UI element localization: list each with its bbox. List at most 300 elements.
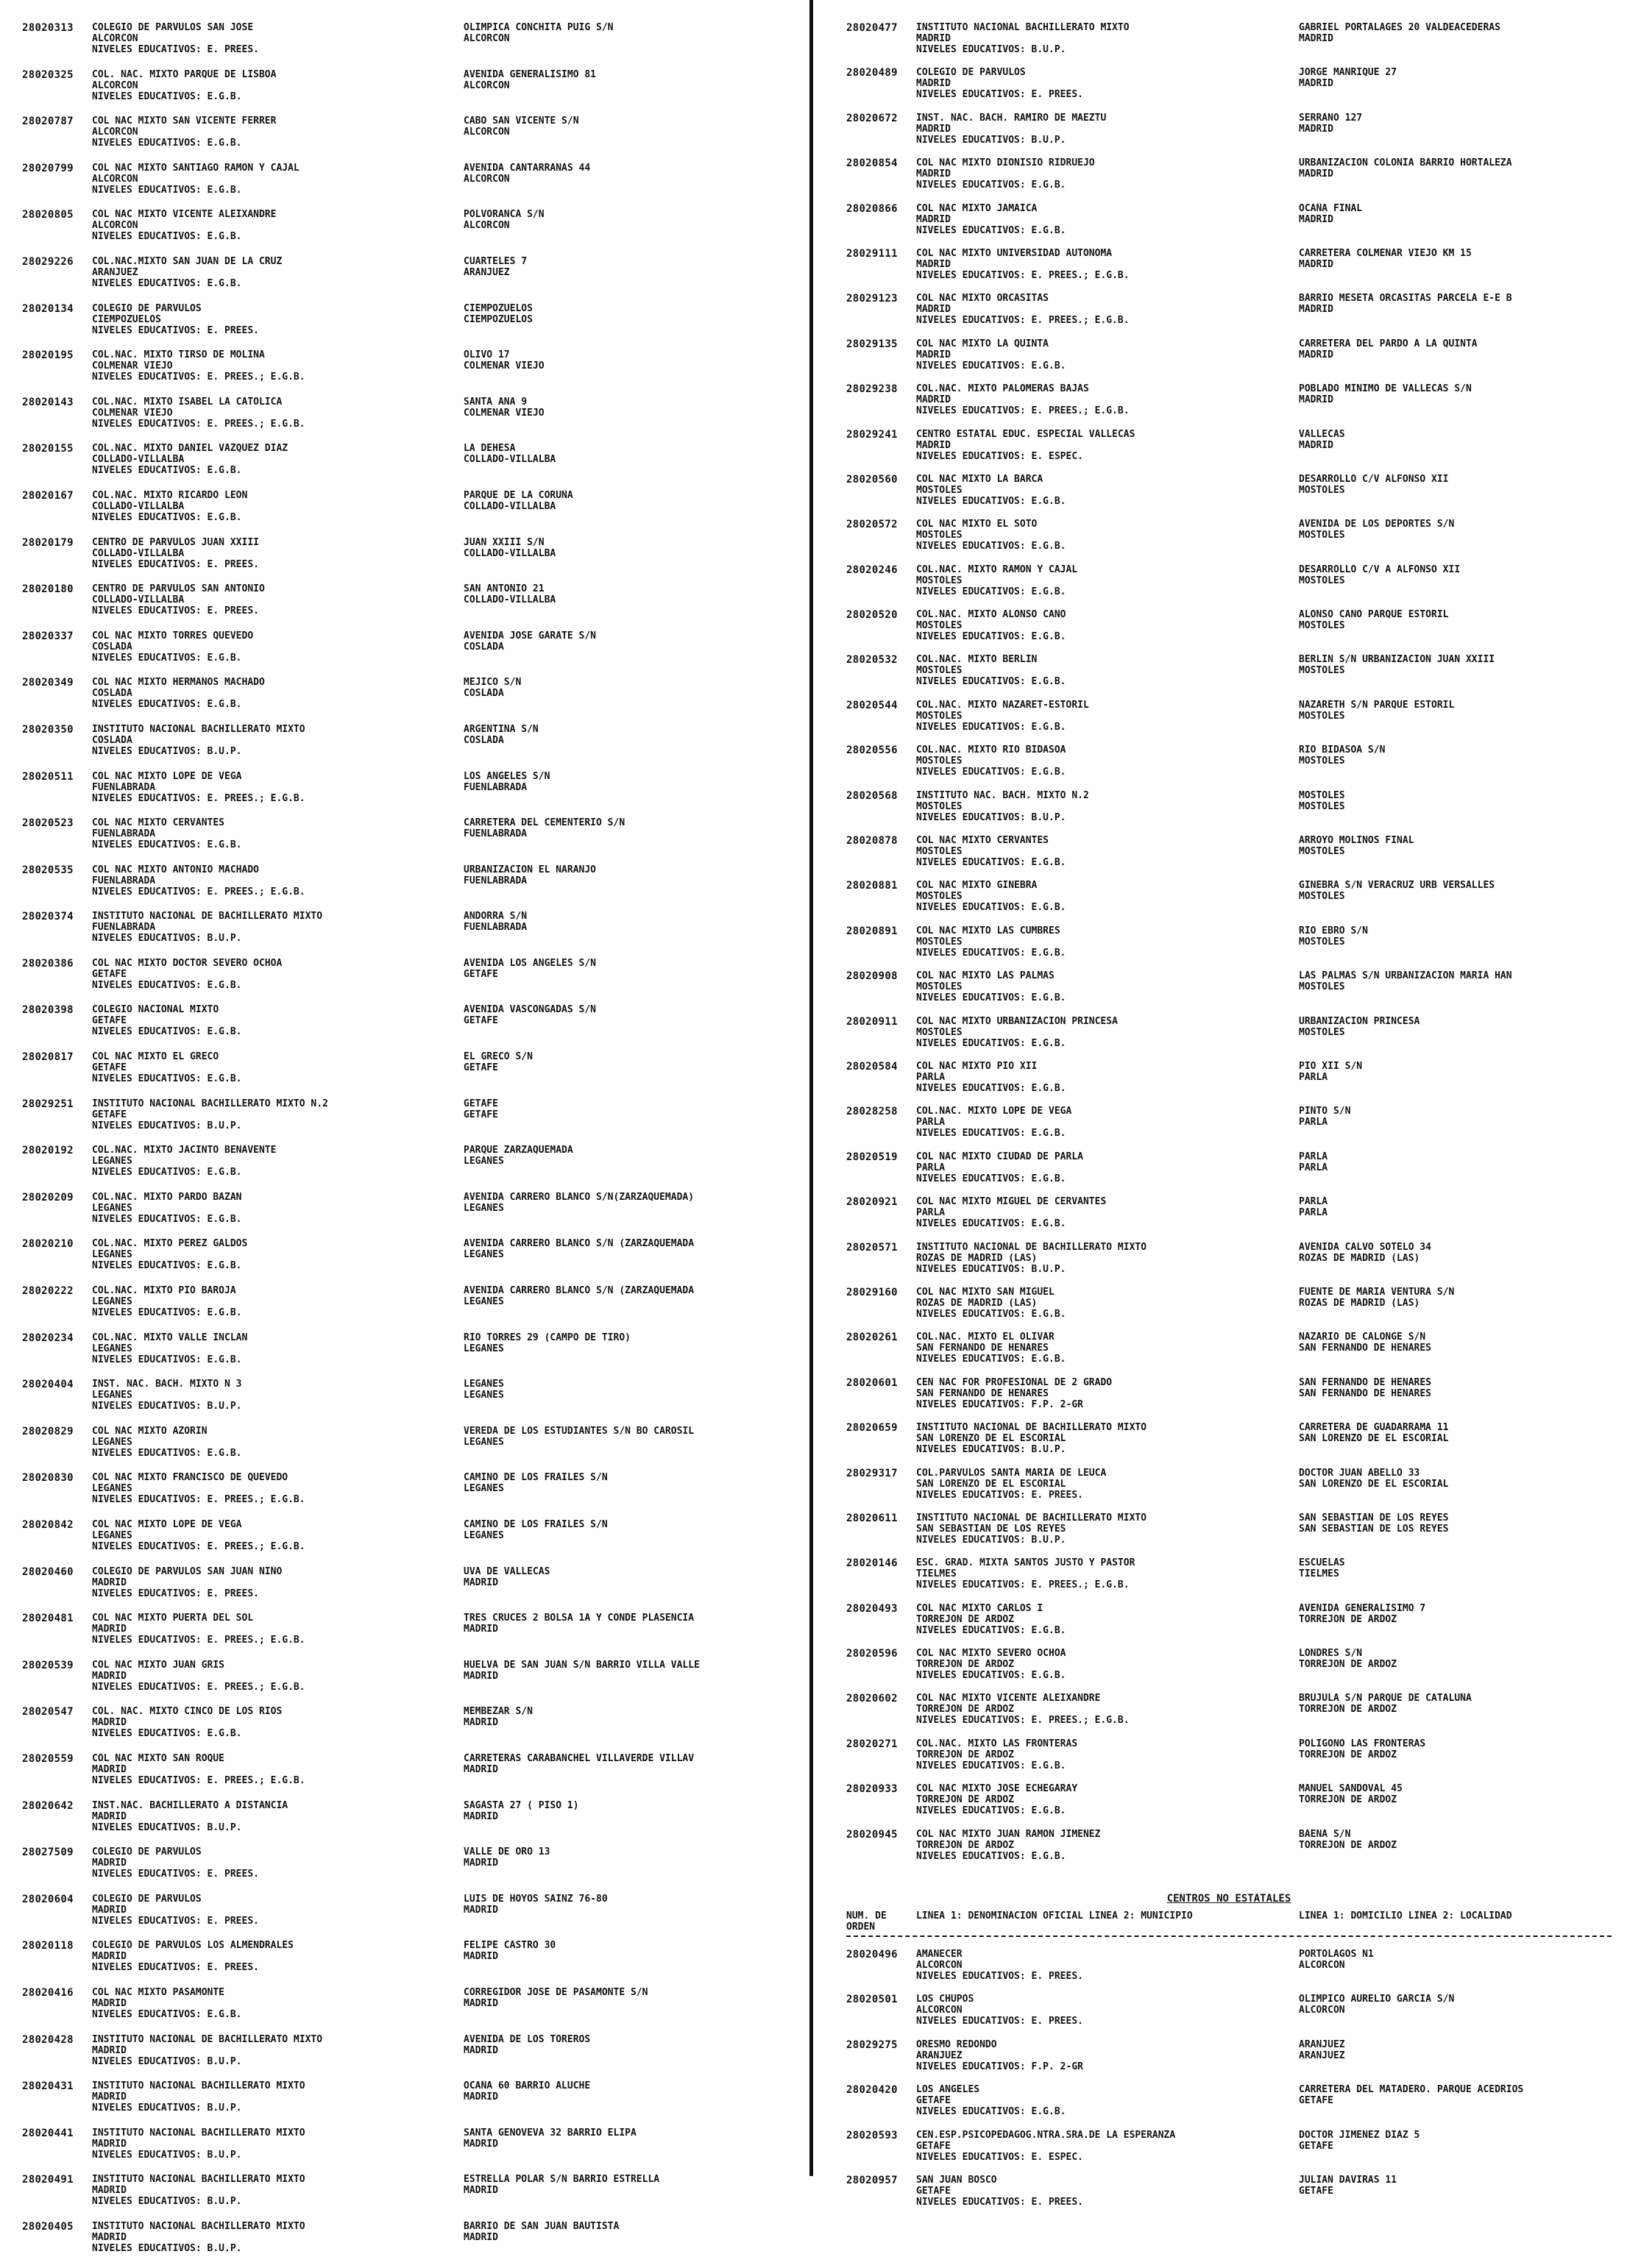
center-code: 28020420 (846, 2084, 898, 2097)
center-name: COL NAC MIXTO SANTIAGO RAMON Y CAJAL (92, 162, 299, 174)
center-name-block (92, 1332, 464, 1379)
center-name-block (92, 911, 464, 958)
list-item (22, 209, 795, 256)
list-item (22, 911, 795, 958)
center-name: COL NAC MIXTO CARLOS I (916, 1602, 1043, 1614)
center-address-block (464, 1987, 795, 2034)
center-name: COL. NAC. MIXTO PARQUE DE LISBOA (92, 68, 277, 80)
center-name-block (92, 1706, 464, 1753)
center-address: GINEBRA S/N VERACRUZ URB VERSALLES (1299, 880, 1495, 892)
center-name: LOS CHUPOS (916, 1994, 974, 2005)
center-address-block (1299, 383, 1612, 428)
center-address-block (1299, 835, 1612, 880)
center-municipality: ROZAS DE MADRID (LAS) (916, 1297, 1038, 1309)
center-name-block (92, 1098, 464, 1145)
center-levels: NIVELES EDUCATIVOS: E.G.B. (92, 465, 242, 477)
list-item (846, 293, 1612, 338)
center-levels: NIVELES EDUCATIVOS: E. PREES.; E.G.B. (92, 1681, 305, 1693)
center-name-block (92, 1613, 464, 1660)
center-levels: NIVELES EDUCATIVOS: E.G.B. (916, 1082, 1066, 1094)
center-levels: NIVELES EDUCATIVOS: E.G.B. (916, 224, 1066, 236)
center-name: COL NAC MIXTO MIGUEL DE CERVANTES (916, 1196, 1107, 1208)
center-town: MOSTOLES (1299, 936, 1345, 948)
center-code: 28020520 (846, 609, 898, 622)
center-name: COL.NAC. MIXTO ALONSO CANO (916, 609, 1066, 621)
center-levels: NIVELES EDUCATIVOS: E. PREES. (92, 44, 259, 55)
center-name: COL NAC MIXTO SAN ROQUE (92, 1752, 225, 1764)
center-name: COLEGIO DE PARVULOS LOS ALMENDRALES (92, 1940, 294, 1952)
center-address-block (464, 1472, 795, 1519)
center-name: INSTITUTO NACIONAL BACHILLERATO MIXTO (92, 2127, 305, 2139)
center-levels: NIVELES EDUCATIVOS: E.G.B. (916, 179, 1066, 191)
center-municipality: MADRID (916, 33, 951, 44)
center-code: 28020842 (22, 1519, 74, 1531)
center-name-block (916, 474, 1299, 519)
center-name-block (92, 209, 464, 256)
center-name: COL.NAC. MIXTO DANIEL VAZQUEZ DIAZ (92, 443, 288, 455)
center-town: MOSTOLES (1299, 800, 1345, 812)
center-address: RIO TORRES 29 (CAMPO DE TIRO) (464, 1332, 631, 1343)
center-address-block (1299, 1196, 1612, 1241)
center-municipality: MOSTOLES (916, 575, 963, 586)
list-item (22, 1894, 795, 1941)
center-code: 28020584 (846, 1060, 898, 1073)
center-municipality: MADRID (916, 213, 951, 225)
center-name-block (92, 537, 464, 584)
center-name: INSTITUTO NACIONAL BACHILLERATO MIXTO N.2 (92, 1098, 328, 1109)
center-name: COLEGIO DE PARVULOS (92, 1893, 202, 1905)
list-item (846, 1512, 1612, 1557)
center-name-block (916, 835, 1299, 880)
center-name: INSTITUTO NACIONAL BACHILLERATO MIXTO (92, 2080, 305, 2092)
center-town: MADRID (464, 1670, 498, 1682)
list-item (846, 1061, 1612, 1106)
center-municipality: FUENLABRADA (92, 781, 156, 793)
center-name-block (916, 1287, 1299, 1332)
center-levels: NIVELES EDUCATIVOS: E.G.B. (92, 1167, 242, 1179)
center-code: 28020866 (846, 202, 898, 215)
center-address-block (464, 443, 795, 490)
center-levels: NIVELES EDUCATIVOS: B.U.P. (916, 811, 1066, 823)
center-levels: NIVELES EDUCATIVOS: E.G.B. (92, 511, 242, 523)
center-code: 28029123 (846, 293, 898, 305)
center-town: GETAFE (1299, 2185, 1333, 2197)
center-name-block (916, 1332, 1299, 1376)
list-item (22, 1519, 795, 1566)
center-address: CARRETERA DEL CEMENTERIO S/N (464, 817, 625, 829)
center-address-block (1299, 609, 1612, 654)
center-address-block (1299, 248, 1612, 293)
header-order (846, 1910, 916, 1933)
center-name-block (92, 1894, 464, 1941)
center-municipality: MOSTOLES (916, 620, 963, 632)
center-town: MADRID (464, 2044, 498, 2056)
center-town: MOSTOLES (1299, 620, 1345, 632)
list-item (846, 1468, 1612, 1512)
center-town: FUENLABRADA (464, 922, 528, 934)
center-levels: NIVELES EDUCATIVOS: E. PREES.; E.G.B. (92, 418, 305, 430)
center-name: COLEGIO NACIONAL MIXTO (92, 1004, 219, 1016)
center-address: OLIMPICO AURELIO GARCIA S/N (1299, 1994, 1455, 2005)
center-name-block (916, 1196, 1299, 1241)
center-municipality: ARANJUEZ (92, 266, 138, 278)
center-code: 28020350 (22, 723, 74, 736)
list-item (846, 157, 1612, 202)
center-name: COL NAC MIXTO LOPE DE VEGA (92, 770, 242, 782)
center-name-block (916, 157, 1299, 202)
center-levels: NIVELES EDUCATIVOS: E.G.B. (916, 947, 1066, 959)
center-address: ESCUELAS (1299, 1557, 1345, 1569)
center-name: INSTITUTO NACIONAL DE BACHILLERATO MIXTO (916, 1241, 1147, 1253)
center-address-block (464, 69, 795, 116)
list-item (846, 835, 1612, 880)
center-town: MADRID (1299, 78, 1333, 90)
center-name-block (916, 67, 1299, 112)
center-address-block (464, 1426, 795, 1473)
center-town: ROZAS DE MADRID (LAS) (1299, 1252, 1420, 1264)
center-municipality: MADRID (92, 1763, 127, 1775)
center-name: COL.NAC. MIXTO PARDO BAZAN (92, 1191, 242, 1203)
list-item (846, 2175, 1612, 2219)
center-address: LUIS DE HOYOS SAINZ 76-80 (464, 1893, 608, 1905)
center-municipality: ALCORCON (92, 220, 138, 232)
center-levels: NIVELES EDUCATIVOS: B.U.P. (92, 2149, 242, 2161)
center-address: ARANJUEZ (1299, 2038, 1345, 2050)
center-name: COL NAC MIXTO SAN VICENTE FERRER (92, 115, 277, 127)
center-address: MEMBEZAR S/N (464, 1706, 533, 1718)
table-header (846, 1910, 1612, 1937)
list-item (846, 2130, 1612, 2175)
center-municipality: MADRID (92, 1576, 127, 1588)
list-item (846, 1994, 1612, 2038)
center-name-block (92, 2221, 464, 2268)
center-code: 28020881 (846, 880, 898, 892)
center-levels: NIVELES EDUCATIVOS: E.G.B. (916, 541, 1066, 552)
center-name: ORESMO REDONDO (916, 2038, 997, 2050)
center-name-block (916, 1829, 1299, 1874)
center-name: COL NAC MIXTO PUERTA DEL SOL (92, 1613, 254, 1624)
center-name-block (916, 564, 1299, 609)
center-name: COLEGIO DE PARVULOS SAN JUAN NIÑO (92, 1565, 283, 1577)
left-column (22, 22, 795, 2268)
list-item (846, 2084, 1612, 2129)
center-address-block (1299, 474, 1612, 519)
center-code: 28020532 (846, 654, 898, 666)
center-levels: NIVELES EDUCATIVOS: E.G.B. (916, 902, 1066, 914)
center-municipality: SAN FERNANDO DE HENARES (916, 1343, 1049, 1354)
center-address-block (464, 349, 795, 397)
center-town: LEGANES (464, 1296, 504, 1308)
center-town: MOSTOLES (1299, 846, 1345, 858)
center-address: URBANIZACION PRINCESA (1299, 1015, 1420, 1027)
center-name: COL.NAC. MIXTO BERLIN (916, 654, 1038, 666)
center-name-block (92, 817, 464, 864)
right-column-list (846, 22, 1612, 1874)
section-title: CENTROS NO ESTATALES (1166, 1893, 1291, 1905)
center-municipality: ARANJUEZ (916, 2050, 963, 2061)
center-code: 28020234 (22, 1332, 74, 1344)
center-municipality: GETAFE (92, 1062, 127, 1074)
center-levels: NIVELES EDUCATIVOS: E.G.B. (92, 652, 242, 664)
center-code: 28020246 (846, 564, 898, 576)
center-name-block (92, 443, 464, 490)
center-name: COLEGIO DE PARVULOS SAN JOSE (92, 22, 254, 33)
center-name-block (916, 1468, 1299, 1512)
center-code: 28020386 (22, 957, 74, 970)
center-name-block (92, 1566, 464, 1613)
center-address-block (1299, 67, 1612, 112)
center-address-block (464, 864, 795, 911)
center-name: COL NAC MIXTO LAS PALMAS (916, 970, 1054, 982)
center-levels: NIVELES EDUCATIVOS: E.G.B. (916, 2106, 1066, 2118)
center-code: 28020799 (22, 162, 74, 174)
center-municipality: LEGANES (92, 1296, 132, 1308)
center-municipality: MADRID (92, 1670, 127, 1682)
center-town: LEGANES (464, 1249, 504, 1261)
list-item (22, 2034, 795, 2081)
center-address-block (1299, 1242, 1612, 1287)
center-address-block (464, 771, 795, 818)
center-name-block (92, 69, 464, 116)
center-name-block (92, 771, 464, 818)
center-address-block (1299, 2175, 1612, 2219)
center-town: COLLADO-VILLALBA (464, 454, 556, 466)
center-name-block (916, 429, 1299, 474)
center-code: 28020431 (22, 2080, 74, 2093)
center-code: 28020477 (846, 22, 898, 34)
center-name: COL NAC MIXTO DIONISIO RIDRUEJO (916, 157, 1095, 169)
center-levels: NIVELES EDUCATIVOS: E.G.B. (92, 1026, 242, 1038)
center-town: FUENLABRADA (464, 875, 528, 886)
center-address-block (464, 1192, 795, 1239)
center-levels: NIVELES EDUCATIVOS: E. PREES.; E.G.B. (92, 1635, 305, 1646)
list-item (22, 1613, 795, 1660)
list-item (846, 248, 1612, 293)
center-name: CENTRO ESTATAL EDUC. ESPECIAL VALLECAS (916, 428, 1135, 440)
center-municipality: MOSTOLES (916, 530, 963, 541)
center-address-block (1299, 1738, 1612, 1783)
list-item (22, 397, 795, 444)
center-name-block (916, 1422, 1299, 1467)
center-code: 28020481 (22, 1613, 74, 1625)
center-code: 28020611 (846, 1512, 898, 1524)
list-item (22, 1332, 795, 1379)
center-municipality: ALCORCON (92, 173, 138, 185)
center-town: SAN LORENZO DE EL ESCORIAL (1299, 1478, 1449, 1490)
center-municipality: ALCORCON (92, 79, 138, 91)
center-name-block (92, 1238, 464, 1285)
center-municipality: MOSTOLES (916, 756, 963, 767)
header-addr-cols: LINEA 1: DOMICILIO LINEA 2: LOCALIDAD (1299, 1910, 1512, 1922)
center-town: ALCORCON (464, 79, 510, 91)
header-name-cols: LINEA 1: DENOMINACION OFICIAL LINEA 2: MUNICIPIO (916, 1910, 1193, 1922)
center-name-block (916, 1106, 1299, 1151)
center-municipality: MOSTOLES (916, 936, 963, 948)
center-code: 28020945 (846, 1828, 898, 1841)
center-address: POLIGONO LAS FRONTERAS (1299, 1738, 1426, 1749)
center-municipality: TORREJON DE ARDOZ (916, 1794, 1015, 1806)
center-municipality: ROZAS DE MADRID (LAS) (916, 1252, 1038, 1264)
center-name: INSTITUTO NACIONAL BACHILLERATO MIXTO (92, 723, 305, 735)
center-address-block (464, 1051, 795, 1098)
center-town: MADRID (1299, 213, 1333, 225)
list-item (22, 490, 795, 537)
center-name: INSTITUTO NAC. BACH. MIXTO N.2 (916, 789, 1089, 801)
center-address: NAZARIO DE CALONGE S/N (1299, 1332, 1426, 1343)
center-code: 28020787 (22, 115, 74, 128)
center-municipality: MOSTOLES (916, 665, 963, 677)
center-town: FUENLABRADA (464, 828, 528, 840)
center-code: 28020911 (846, 1015, 898, 1028)
center-municipality: ALCORCON (916, 2005, 963, 2016)
center-levels: NIVELES EDUCATIVOS: E. PREES.; E.G.B. (92, 886, 305, 897)
center-municipality: MADRID (92, 1997, 127, 2009)
list-item (22, 724, 795, 771)
center-levels: NIVELES EDUCATIVOS: E.G.B. (92, 90, 242, 102)
center-levels: NIVELES EDUCATIVOS: E. PREES. (916, 1489, 1083, 1501)
list-item (22, 583, 795, 630)
center-code: 28020659 (846, 1422, 898, 1435)
center-address-block (464, 2127, 795, 2175)
center-address-block (464, 817, 795, 864)
center-address: OLIVO 17 (464, 349, 510, 361)
center-code: 28020491 (22, 2174, 74, 2186)
center-address: AVENIDA VASCONGADAS S/N (464, 1004, 597, 1016)
center-levels: NIVELES EDUCATIVOS: B.U.P. (92, 2055, 242, 2067)
center-code: 28020556 (846, 744, 898, 757)
center-address-block (464, 163, 795, 210)
list-item (22, 864, 795, 911)
center-levels: NIVELES EDUCATIVOS: B.U.P. (92, 1120, 242, 1131)
center-levels: NIVELES EDUCATIVOS: E. PREES.; E.G.B. (92, 1774, 305, 1786)
center-code: 28020313 (22, 22, 74, 34)
center-address-block (1299, 1783, 1612, 1828)
center-municipality: TORREJON DE ARDOZ (916, 1613, 1015, 1625)
center-address: ANDORRA S/N (464, 911, 528, 923)
center-town: MOSTOLES (1299, 756, 1345, 767)
center-municipality: COLMENAR VIEJO (92, 407, 173, 419)
center-municipality: ALCORCON (92, 127, 138, 138)
center-name: CENTRO DE PARVULOS JUAN XXIII (92, 536, 259, 548)
center-address: POBLADO MINIMO DE VALLECAS S/N (1299, 383, 1472, 395)
center-levels: NIVELES EDUCATIVOS: F.P. 2-GR (916, 2061, 1083, 2072)
center-name: COL NAC MIXTO UNIVERSIDAD AUTONOMA (916, 247, 1113, 259)
center-address: PARQUE ZARZAQUEMADA (464, 1145, 573, 1156)
center-municipality: MOSTOLES (916, 1026, 963, 1038)
center-address-block (1299, 744, 1612, 789)
center-town: MOSTOLES (1299, 575, 1345, 586)
center-levels: NIVELES EDUCATIVOS: B.U.P. (92, 1401, 242, 1412)
center-address-block (464, 490, 795, 537)
center-levels: NIVELES EDUCATIVOS: E.G.B. (916, 495, 1066, 507)
center-name-block (916, 790, 1299, 835)
center-code: 28020544 (846, 699, 898, 711)
center-address-block (464, 1238, 795, 1285)
center-address: CIEMPOZUELOS (464, 302, 533, 314)
center-town: MADRID (464, 2091, 498, 2103)
list-item (846, 203, 1612, 248)
center-town: SAN SEBASTIAN DE LOS REYES (1299, 1523, 1449, 1535)
center-address-block (1299, 1648, 1612, 1693)
center-municipality: GETAFE (92, 1109, 127, 1120)
center-name: COL.PARVULOS SANTA MARIA DE LEUCA (916, 1467, 1107, 1479)
center-levels: NIVELES EDUCATIVOS: B.U.P. (916, 1263, 1066, 1275)
center-name: COL NAC MIXTO TORRES QUEVEDO (92, 630, 254, 641)
center-address-block (1299, 1829, 1612, 1874)
center-municipality: COLLADO-VILLALBA (92, 500, 185, 512)
list-item (846, 474, 1612, 519)
center-address: CARRETERA DEL MATADERO. PARQUE ACEDRIOS (1299, 2084, 1524, 2096)
list-item (22, 2174, 795, 2221)
center-address-block (464, 1332, 795, 1379)
center-code: 28020404 (22, 1379, 74, 1391)
center-code: 28020601 (846, 1376, 898, 1389)
list-item (846, 744, 1612, 789)
center-code: 28020596 (846, 1648, 898, 1660)
center-address: OCAÑA FINAL (1299, 202, 1363, 214)
center-name-block (92, 397, 464, 444)
center-name-block (92, 2174, 464, 2221)
list-item (22, 1800, 795, 1847)
center-address-block (1299, 113, 1612, 157)
center-levels: NIVELES EDUCATIVOS: B.U.P. (916, 44, 1066, 55)
list-item (846, 564, 1612, 609)
center-town: MADRID (464, 1763, 498, 1775)
center-name-block (916, 2084, 1299, 2129)
list-item (846, 970, 1612, 1015)
center-name: COL NAC MIXTO JOSE ECHEGARAY (916, 1783, 1078, 1795)
center-name-block (92, 1379, 464, 1426)
center-municipality: MADRID (916, 168, 951, 180)
center-name: INST. NAC. BACH. RAMIRO DE MAEZTU (916, 112, 1107, 124)
list-item (22, 2127, 795, 2175)
center-municipality: LEGANES (92, 1530, 132, 1541)
center-municipality: MADRID (92, 1717, 127, 1729)
center-address-block (1299, 519, 1612, 564)
center-code: 28020337 (22, 630, 74, 642)
list-item (846, 1151, 1612, 1196)
center-name: INSTITUTO NACIONAL DE BACHILLERATO MIXTO (92, 911, 323, 923)
center-town: ARANJUEZ (464, 266, 510, 278)
center-name-block (916, 700, 1299, 744)
center-address-block (1299, 1332, 1612, 1376)
list-item (846, 1949, 1612, 1994)
center-address: SAN SEBASTIAN DE LOS REYES (1299, 1512, 1449, 1524)
center-name-block (916, 880, 1299, 925)
list-item (22, 22, 795, 69)
center-name-block (92, 115, 464, 163)
center-municipality: MADRID (92, 2138, 127, 2150)
center-town: MADRID (1299, 33, 1333, 44)
center-levels: NIVELES EDUCATIVOS: E. PREES. (92, 605, 259, 617)
center-municipality: COSLADA (92, 641, 132, 653)
center-code: 28020155 (22, 443, 74, 455)
center-municipality: TORREJON DE ARDOZ (916, 1839, 1015, 1851)
center-name-block (916, 654, 1299, 699)
center-address-block (1299, 2084, 1612, 2129)
center-code: 28020672 (846, 112, 898, 124)
center-town: ALCORCON (464, 173, 510, 185)
center-code: 28020261 (846, 1332, 898, 1344)
center-name: INSTITUTO NACIONAL DE BACHILLERATO MIXTO (92, 2033, 323, 2045)
center-municipality: COLLADO-VILLALBA (92, 454, 185, 466)
center-address-block (1299, 1422, 1612, 1467)
center-code: 28029226 (22, 255, 74, 268)
center-address: CABO SAN VICENTE S/N (464, 115, 579, 127)
center-address: CARRETERA COLMENAR VIEJO KM 15 (1299, 247, 1472, 259)
center-levels: NIVELES EDUCATIVOS: B.U.P. (92, 933, 242, 945)
center-town: MOSTOLES (1299, 891, 1345, 903)
